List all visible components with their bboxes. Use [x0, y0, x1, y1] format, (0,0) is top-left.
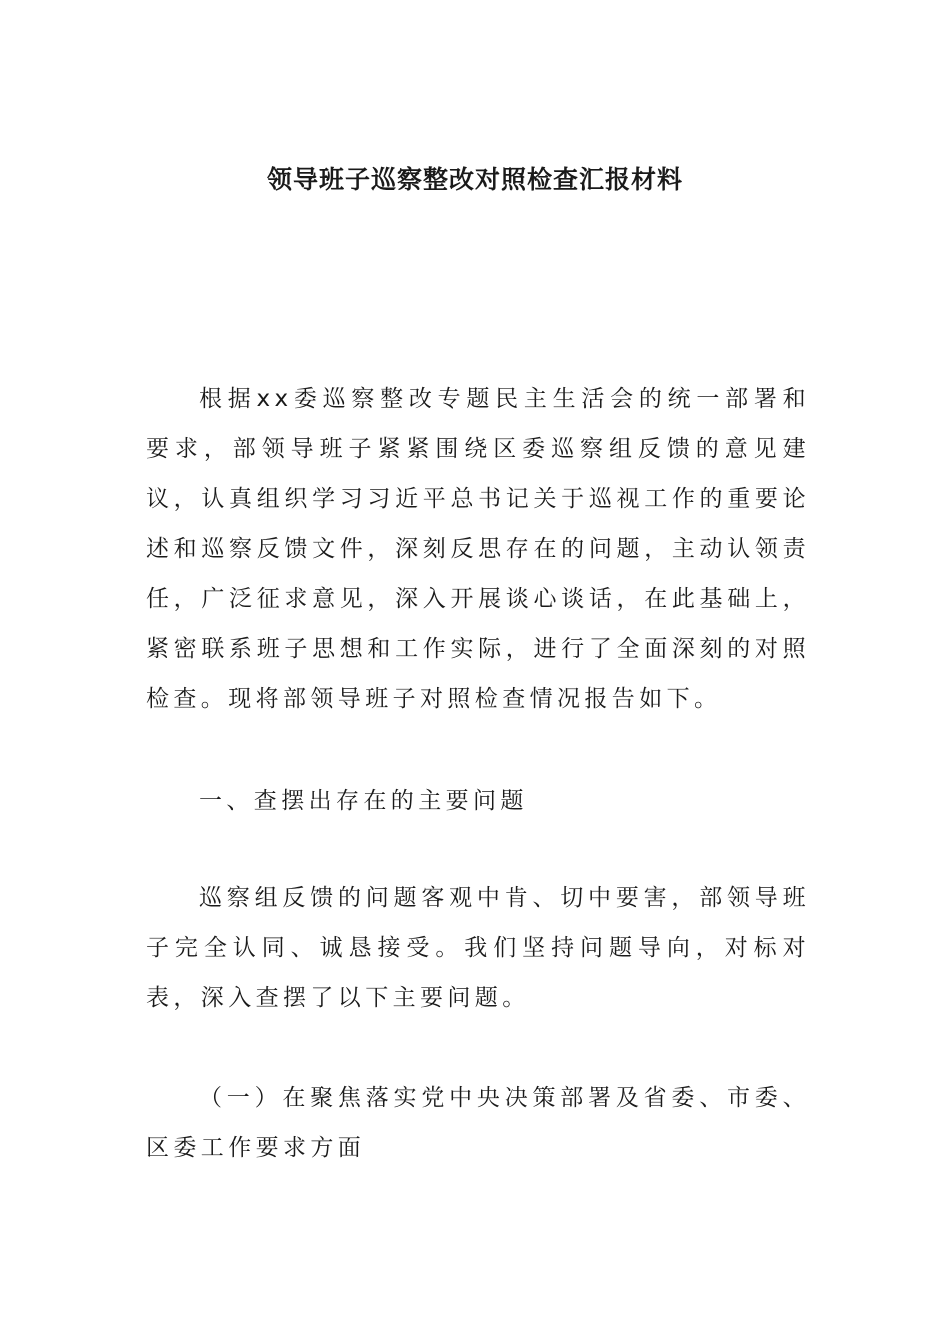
- section-heading-1: 一、查摆出存在的主要问题: [199, 788, 528, 814]
- document-title: 领导班子巡察整改对照检查汇报材料: [266, 165, 683, 194]
- subsection-heading-1: （一）在聚焦落实党中央决策部署及省委、市委、区委工作要求方面: [146, 1085, 810, 1161]
- section-1-paragraph: 巡察组反馈的问题客观中肯、切中要害，部领导班子完全认同、诚恳接受。我们坚持问题导向，对标对表，深入查摆了以下主要问题。: [146, 885, 810, 1011]
- intro-paragraph: 根据xx委巡察整改专题民主生活会的统一部署和要求，部领导班子紧紧围绕区委巡察组反馈的意见建议，认真组织学习习近平总书记关于巡视工作的重要论述和巡察反馈文件，深刻反思存在的问题，主动认领责任，广泛征求意见，深入开展谈心谈话，在此基础上，紧密联系班子思想和工作实际，进行了全面深刻的对照检查。现将部领导班子对照检查情况报告如下。: [146, 386, 810, 712]
